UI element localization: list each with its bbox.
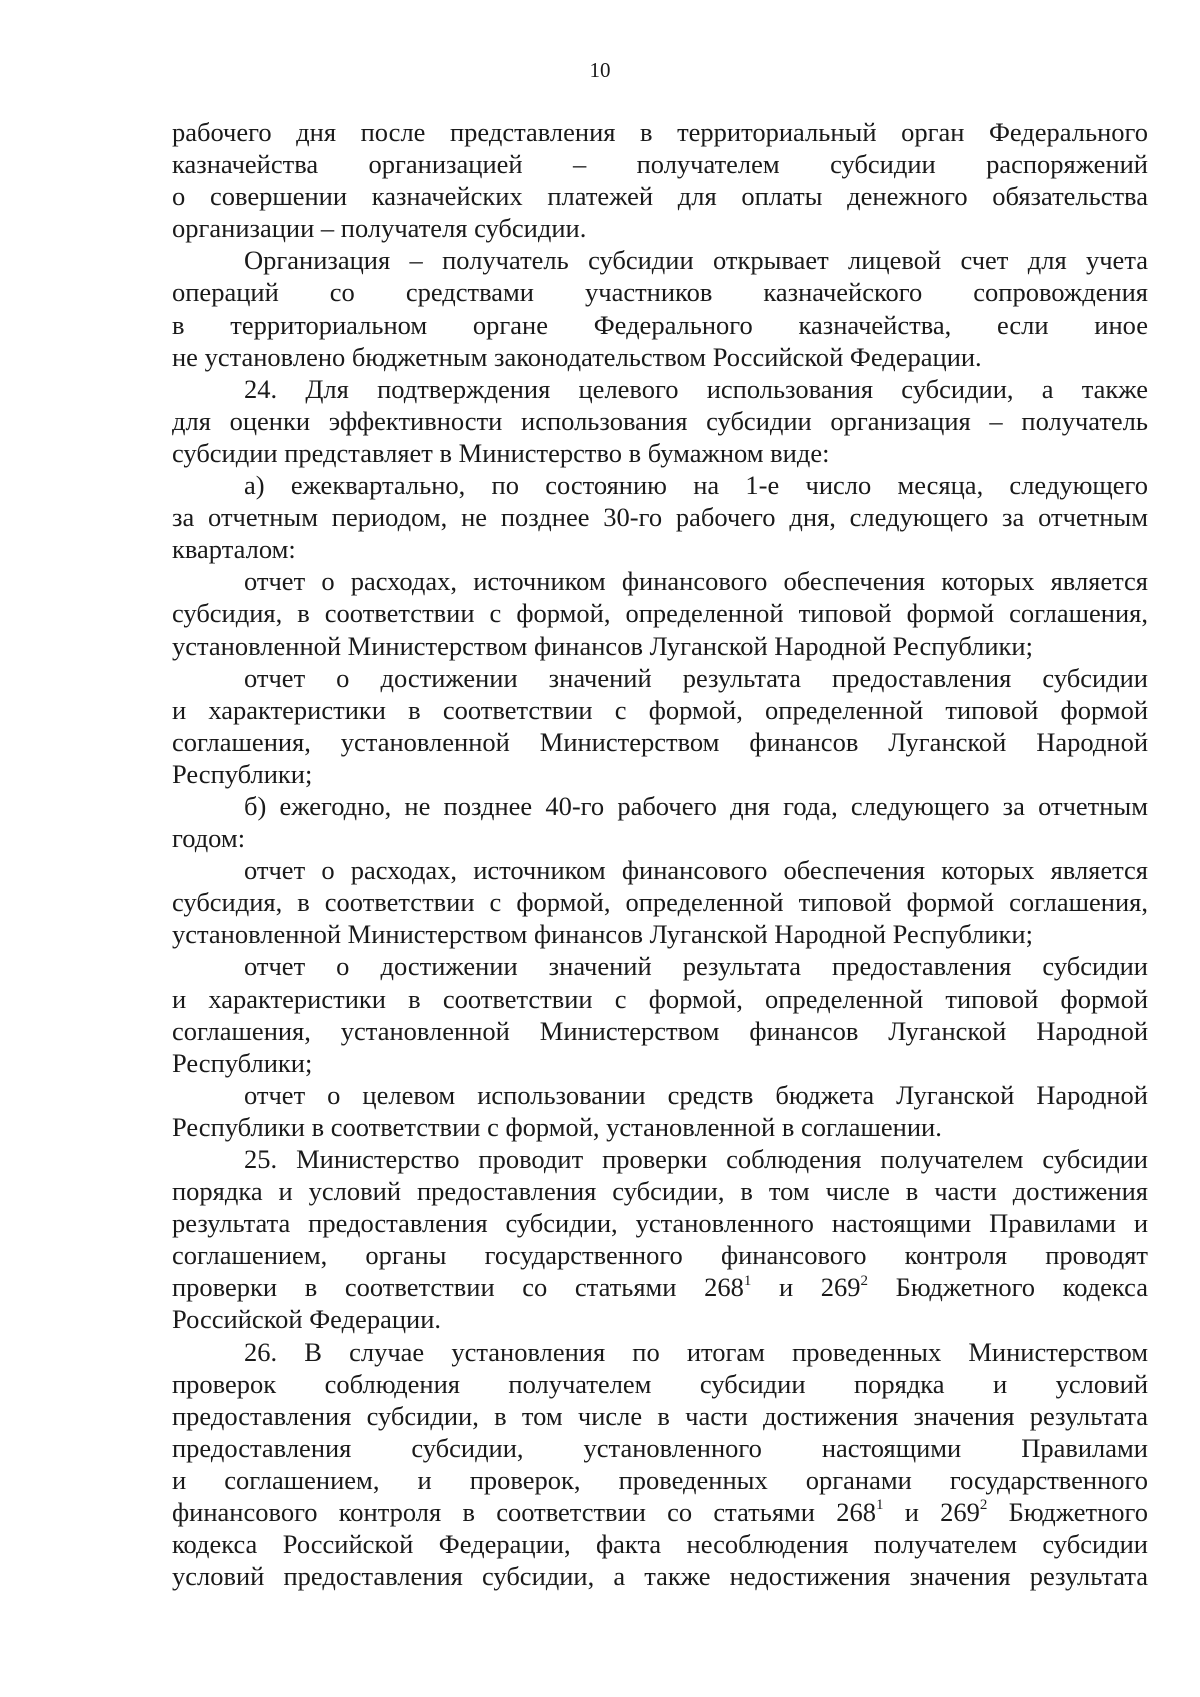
text-line: за отчетным периодом, не позднее 30-го рабочего дня, следующего за отчетным: [172, 502, 1148, 533]
text-line: субсидия, в соответствии с формой, определенной типовой формой соглашения,: [172, 887, 1148, 918]
text-line: и соглашением, и проверок, проведенных органами государственного: [172, 1464, 1148, 1495]
text-line: кодекса Российской Федерации, факта несоблюдения получателем субсидии: [172, 1529, 1148, 1560]
text-line: для оценки эффективности использования субсидии организация – получатель: [172, 405, 1148, 436]
text-line: и характеристики в соответствии с формой, определенной типовой формой: [172, 694, 1148, 725]
superscript: 2: [979, 1497, 988, 1514]
text-line: субсидия, в соответствии с формой, определенной типовой формой соглашения,: [172, 598, 1148, 629]
text-line: о совершении казначейских платежей для оплаты денежного обязательства: [172, 181, 1148, 212]
text-line: Российской Федерации.: [172, 1304, 441, 1335]
superscript: 1: [743, 1272, 752, 1289]
text-line: предоставления субсидии, установленного настоящими Правилами: [172, 1432, 1148, 1463]
superscript: 1: [875, 1497, 884, 1514]
text-line: результата предоставления субсидии, установленного настоящими Правилами и: [172, 1208, 1148, 1239]
text-line: годом:: [172, 823, 246, 854]
text-line: Организация – получатель субсидии открывает лицевой счет для учета: [244, 245, 1148, 276]
text-line: кварталом:: [172, 534, 296, 565]
text-line: Республики;: [172, 758, 313, 789]
text-line: и характеристики в соответствии с формой, определенной типовой формой: [172, 983, 1148, 1014]
text-line: порядка и условий предоставления субсидии, в том числе в части достижения: [172, 1176, 1148, 1207]
text-line: условий предоставления субсидии, а также недостижения значения результата: [172, 1561, 1148, 1592]
text-line: финансового контроля в соответствии со статьями $268^1$ и $269^2$ Бюджетного: [172, 1497, 1148, 1528]
text-line: операций со средствами участников казначейского сопровождения: [172, 277, 1148, 308]
text-line: соглашением, органы государственного финансового контроля проводят: [172, 1240, 1148, 1271]
text-line: казначейства организацией – получателем субсидии распоряжений: [172, 149, 1148, 180]
text-line: субсидии представляет в Министерство в бумажном виде:: [172, 437, 830, 468]
superscript: 2: [860, 1272, 869, 1289]
page-number: 10: [589, 58, 611, 82]
text-line: отчет о расходах, источником финансового обеспечения которых является: [244, 855, 1148, 886]
text-line: отчет о достижении значений результата предоставления субсидии: [244, 662, 1148, 693]
text-line: соглашения, установленной Министерством финансов Луганской Народной: [172, 726, 1148, 757]
text-line: установленной Министерством финансов Луганской Народной Республики;: [172, 919, 1033, 950]
text-line: не установлено бюджетным законодательством Российской Федерации.: [172, 341, 982, 372]
text-line: предоставления субсидии, в том числе в части достижения значения результата: [172, 1400, 1148, 1431]
text-line: Республики в соответствии с формой, установленной в соглашении.: [172, 1111, 942, 1142]
text-line: проверок соблюдения получателем субсидии порядка и условий: [172, 1368, 1148, 1399]
text-line: установленной Министерством финансов Луганской Народной Республики;: [172, 630, 1033, 661]
text-line: проверки в соответствии со статьями $268^1$ и $269^2$ Бюджетного кодекса: [172, 1272, 1148, 1303]
text-line: отчет о целевом использовании средств бюджета Луганской Народной: [244, 1079, 1148, 1110]
text-line: б) ежегодно, не позднее 40-го рабочего дня года, следующего за отчетным: [244, 790, 1148, 821]
text-line: 24. Для подтверждения целевого использования субсидии, а также: [244, 373, 1148, 404]
text-line: отчет о расходах, источником финансового обеспечения которых является: [244, 566, 1148, 597]
text-line: 26. В случае установления по итогам проведенных Министерством: [244, 1336, 1148, 1367]
text-line: в территориальном органе Федерального казначейства, если иное: [172, 309, 1148, 340]
text-line: Республики;: [172, 1047, 313, 1078]
text-line: 25. Министерство проводит проверки соблюдения получателем субсидии: [244, 1144, 1148, 1174]
text-line: рабочего дня после представления в территориальный орган Федерального: [172, 117, 1148, 147]
document-body: [172, 116, 1148, 1592]
text-line: соглашения, установленной Министерством финансов Луганской Народной: [172, 1015, 1148, 1046]
text-line: отчет о достижении значений результата предоставления субсидии: [244, 951, 1148, 982]
text-line: организации – получателя субсидии.: [172, 213, 587, 244]
text-line: а) ежеквартально, по состоянию на 1-е число месяца, следующего: [244, 470, 1148, 501]
